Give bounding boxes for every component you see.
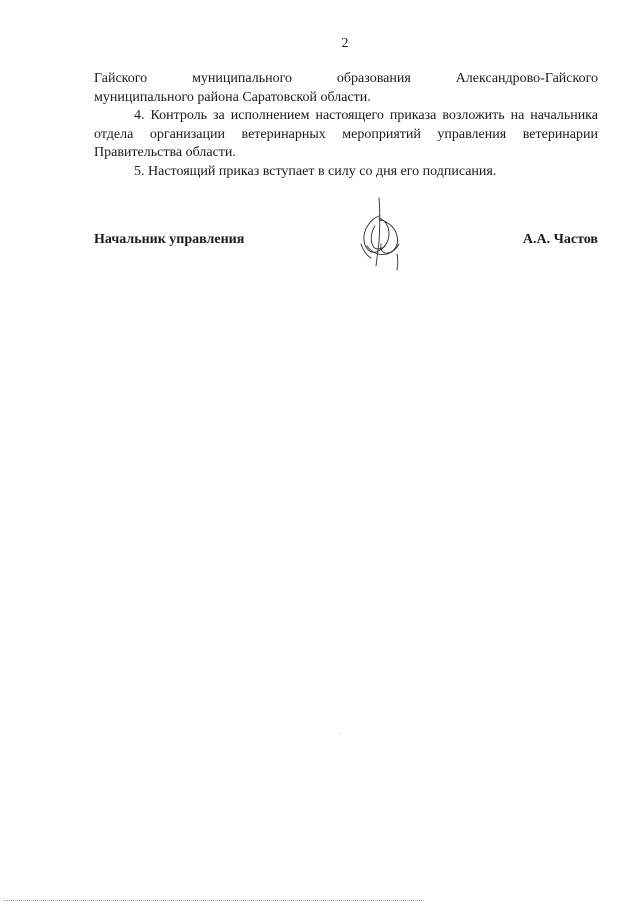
scan-artifact bbox=[339, 733, 340, 734]
paragraph-continuation-line: Гайского муниципального образования Александрово-Гайского bbox=[94, 71, 598, 86]
paragraph-item-4: 4. Контроль за исполнением настоящего приказа возложить на начальника отдела организации ветеринарных мероприятий управления ветеринарии Правительства области. bbox=[94, 108, 598, 160]
scan-edge-line bbox=[4, 900, 424, 901]
signature-block bbox=[94, 232, 598, 252]
paragraph-continuation-end: муниципального района Саратовской области. bbox=[94, 89, 371, 105]
signatory-position: Начальник управления bbox=[94, 232, 245, 247]
document-body bbox=[94, 70, 598, 181]
paragraph-item-5: 5. Настоящий приказ вступает в силу со дня его подписания. bbox=[134, 163, 497, 179]
page-number: 2 bbox=[341, 36, 349, 51]
handwritten-signature bbox=[355, 196, 405, 272]
signatory-name: А.А. Частов bbox=[522, 232, 598, 247]
